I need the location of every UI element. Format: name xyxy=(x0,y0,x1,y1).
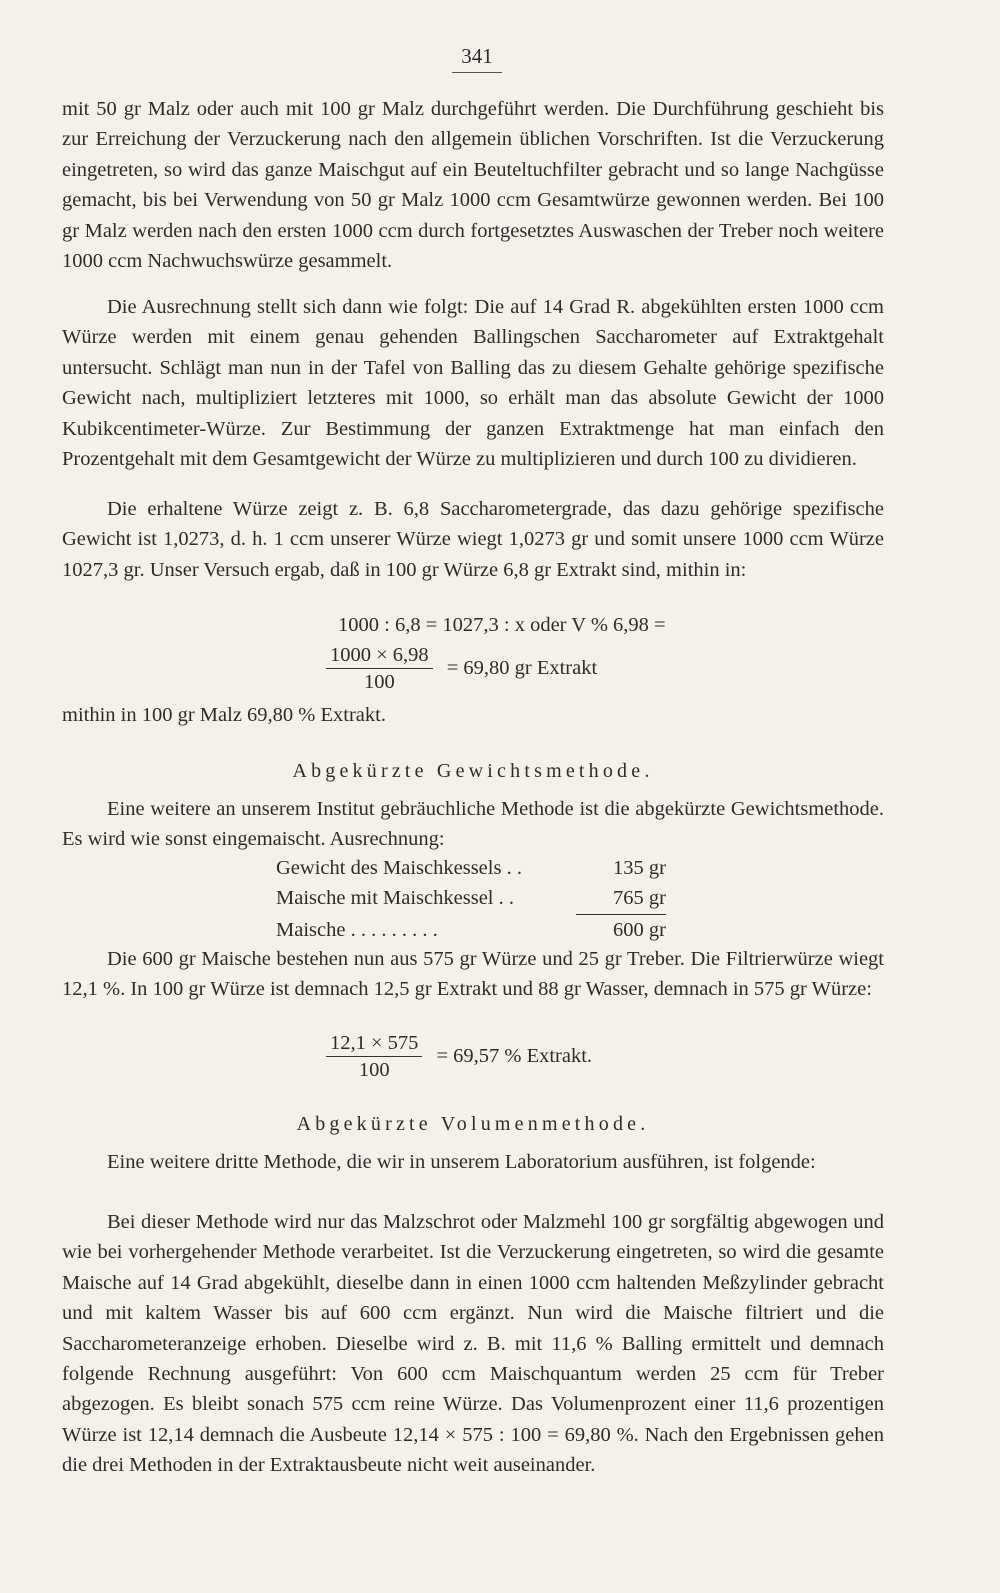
paragraph-2: Die Ausrechnung stellt sich dann wie folgt: Die auf 14 Grad R. abgekühlten ersten 1000 ccm Würze werden mit einem genau gehenden Ballingschen Saccharometer auf Extraktgehalt untersucht. Schlägt man nun in der Tafel von Balling das zu diesem Gehalte gehörige spezifische Gewicht nach, multipliziert letzteres mit 1000, so erhält man das absolute Gewicht der 1000 Kubikcentimeter-Würze. Zur Bestimmung der ganzen Extraktmenge hat man einfach den Prozentgehalt mit dem Gesamtgewicht der Würze zu multiplizieren und durch 100 zu dividieren. xyxy=(62,296,884,471)
calc-label-3: Maische . . . . . . . . . xyxy=(276,918,438,941)
calc-value-3: 600 gr xyxy=(613,918,666,941)
calc-value-2: 765 gr xyxy=(576,883,666,914)
calculation-table xyxy=(276,853,676,945)
calc-label-2: Maische mit Maischkessel . . xyxy=(276,887,514,910)
paragraph-5: Eine weitere an unserem Institut gebräuchliche Methode ist die abgekürzte Gewichtsmethode. Es wird wie sonst eingemaischt. Ausrechnung: xyxy=(62,798,884,851)
paragraph-8: Bei dieser Methode wird nur das Malzschrot oder Malzmehl 100 gr sorgfältig abgewogen und wie bei vorhergehender Methode verarbeitet. Ist die Verzuckerung eingetreten, so wird die gesamte Maische auf 14 Grad abgekühlt, dieselbe dann in einen 1000 ccm haltenden Meßzylinder gebracht und mit kaltem Wasser bis auf 600 ccm ergänzt. Nun wird die Maische filtriert und die Saccharometeranzeige erhoben. Dieselbe wird z. B. mit 11,6 % Balling ermittelt und demnach folgende Rechnung ausgeführt: Von 600 ccm Maischquantum werden 25 ccm für Treber abgezogen. Es bleibt sonach 575 ccm reine Würze. Das Volumenprozent einer 11,6 prozentigen Würze ist 12,14 demnach die Ausbeute 12,14 × 575 : 100 = 69,80 %. Nach den Ergebnissen gehen die drei Methoden in der Extraktausbeute nicht weit auseinander. xyxy=(62,1211,884,1477)
paragraph-7: Eine weitere dritte Methode, die wir in unserem Laboratorium ausführen, ist folgende: xyxy=(107,1151,816,1173)
equation-2: $\frac{1000 \times 6,98}{100}$ = 69,80 gr Extrakt xyxy=(326,642,726,695)
equation-3: $\frac{12,1 \times 575}{100}$ = 69,57 % Extrakt. xyxy=(326,1030,726,1083)
paragraph-6: Die 600 gr Maische bestehen nun aus 575 gr Würze und 25 gr Treber. Die Filtrierwürze wiegt 12,1 %. In 100 gr Würze ist demnach 12,5 gr Extrakt und 88 gr Wasser, demnach in 575 gr Würze: xyxy=(62,948,884,1001)
fraction: $\frac{1000 \times 6,98}{100}$ xyxy=(326,642,433,695)
fraction: $\frac{12,1 \times 575}{100}$ xyxy=(326,1030,422,1083)
paragraph-1: mit 50 gr Malz oder auch mit 100 gr Malz durchgeführt werden. Die Durchführung geschieht bis zur Erreichung der Verzuckerung nach den allgemein üblichen Vorschriften. Ist die Verzuckerung eingetreten, so wird das ganze Maischgut auf ein Beuteltuchfilter gebracht und so lange Nachgüsse gemacht, bis bei Verwendung von 50 gr Malz 1000 ccm Gesamtwürze gewonnen werden. Bei 100 gr Malz werden nach den ersten 1000 ccm durch fortgesetztes Auswaschen der Treber noch weitere 1000 ccm Nachwuchswürze gesammelt. xyxy=(62,98,884,273)
paragraph-4: mithin in 100 gr Malz 69,80 % Extrakt. xyxy=(62,704,386,726)
calc-value-1: 135 gr xyxy=(613,857,666,879)
paragraph-3: Die erhaltene Würze zeigt z. B. 6,8 Saccharometergrade, das dazu gehörige spezifische Gewicht ist 1,0273, d. h. 1 ccm unserer Würze wiegt 1,0273 gr und somit unsere 1000 ccm Würze 1027,3 gr. Unser Versuch ergab, daß in 100 gr Würze 6,8 gr Extrakt sind, mithin in: xyxy=(62,498,884,581)
equation-1: 1000 : 6,8 = 1027,3 : x oder V % 6,98 = xyxy=(338,614,666,636)
section-heading-1: Abgekürzte Gewichtsmethode. xyxy=(292,760,654,782)
section-heading-2: Abgekürzte Volumenmethode. xyxy=(296,1113,650,1135)
page-number: 341 xyxy=(452,44,502,73)
calc-label-1: Gewicht des Maischkessels . . xyxy=(276,857,522,879)
